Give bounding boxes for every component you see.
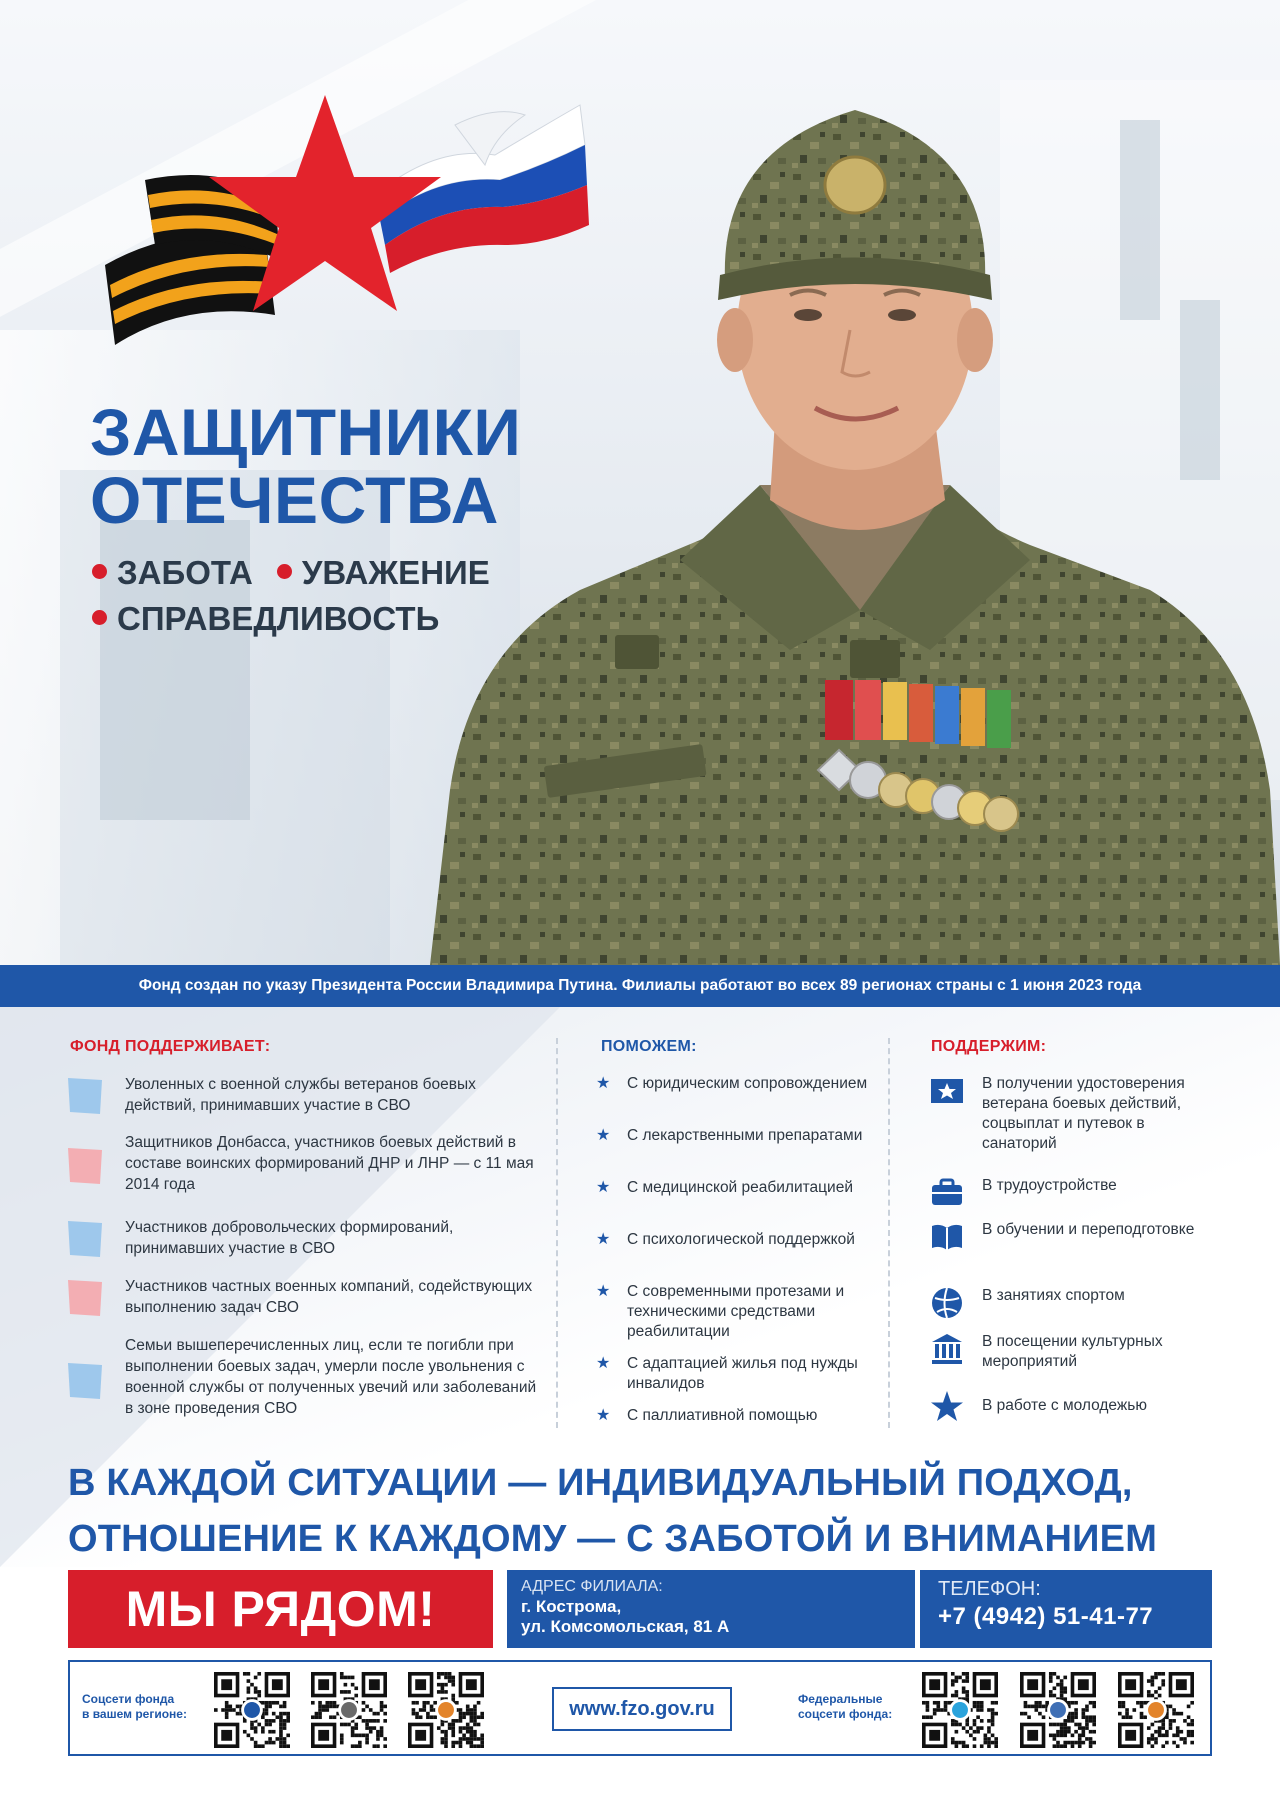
museum-icon xyxy=(930,1332,964,1366)
website-link[interactable]: www.fzo.gov.ru xyxy=(552,1687,732,1731)
bullet-dot-icon xyxy=(92,610,107,625)
value-justice: СПРАВЕДЛИВОСТЬ xyxy=(117,600,440,637)
blue-flag-icon xyxy=(68,1078,102,1114)
id-card-icon xyxy=(930,1074,964,1108)
address-label: АДРЕС ФИЛИАЛА: xyxy=(521,1578,663,1595)
slogan-line-2: ОТНОШЕНИЕ К КАЖДОМУ — С ЗАБОТОЙ И ВНИМАНИЕМ xyxy=(68,1518,1158,1560)
star-bullet-icon: ★ xyxy=(596,1231,611,1248)
star-bullet-icon: ★ xyxy=(596,1127,611,1144)
book-icon xyxy=(930,1220,964,1254)
address-city: г. Кострома, xyxy=(521,1597,622,1616)
red-flag-icon xyxy=(68,1136,102,1196)
bullet-dot-icon xyxy=(92,564,107,579)
value-care: ЗАБОТА xyxy=(117,554,253,591)
star-bullet-icon: ★ xyxy=(596,1407,611,1424)
foundation-info-banner: Фонд создан по указу Президента России Владимира Путина. Филиалы работают во всех 89 регионах страны с 1 июня 2023 года xyxy=(0,965,1280,1007)
qr-code-regional-2[interactable] xyxy=(311,1672,387,1748)
federal-social-label: Федеральные соцсети фонда: xyxy=(798,1692,893,1721)
we-are-near-badge: МЫ РЯДОМ! xyxy=(68,1570,493,1648)
branch-phone xyxy=(918,1570,1212,1648)
phone-number[interactable]: +7 (4942) 51-41-77 xyxy=(938,1603,1154,1630)
star-bullet-icon: ★ xyxy=(596,1283,611,1300)
slogan-line-1: В КАЖДОЙ СИТУАЦИИ — ИНДИВИДУАЛЬНЫЙ ПОДХОД, xyxy=(68,1462,1133,1504)
column-divider xyxy=(888,1038,890,1428)
branch-address xyxy=(507,1570,915,1648)
ball-icon xyxy=(930,1286,964,1320)
red-flag-icon xyxy=(68,1280,102,1316)
slogan xyxy=(68,1455,1157,1567)
qr-code-federal-3[interactable] xyxy=(1118,1672,1194,1748)
support-title: ПОДДЕРЖИМ: xyxy=(931,1038,1047,1055)
qr-code-regional-3[interactable] xyxy=(408,1672,484,1748)
title-line-2: ОТЕЧЕСТВА xyxy=(90,463,499,537)
star-bullet-icon: ★ xyxy=(596,1355,611,1372)
title-line-1: ЗАЩИТНИКИ xyxy=(90,395,522,469)
bullet-dot-icon xyxy=(277,564,292,579)
star-bullet-icon: ★ xyxy=(596,1179,611,1196)
column-divider xyxy=(556,1038,558,1428)
footer-social xyxy=(68,1660,1212,1756)
soldier-photo xyxy=(430,90,1280,965)
supports-title: ФОНД ПОДДЕРЖИВАЕТ: xyxy=(70,1038,271,1055)
regional-social-label: Соцсети фонда в вашем регионе: xyxy=(82,1692,187,1721)
value-respect: УВАЖЕНИЕ xyxy=(301,554,490,591)
phone-label: ТЕЛЕФОН: xyxy=(938,1578,1041,1600)
star-bullet-icon: ★ xyxy=(596,1075,611,1092)
qr-code-regional-1[interactable] xyxy=(214,1672,290,1748)
star-icon xyxy=(930,1390,964,1424)
blue-flag-icon xyxy=(68,1339,102,1423)
qr-code-federal-1[interactable] xyxy=(922,1672,998,1748)
blue-flag-icon xyxy=(68,1221,102,1257)
qr-code-federal-2[interactable] xyxy=(1020,1672,1096,1748)
help-title: ПОМОЖЕМ: xyxy=(601,1038,697,1055)
briefcase-icon xyxy=(930,1176,964,1210)
address-street: ул. Комсомольская, 81 А xyxy=(521,1617,730,1636)
